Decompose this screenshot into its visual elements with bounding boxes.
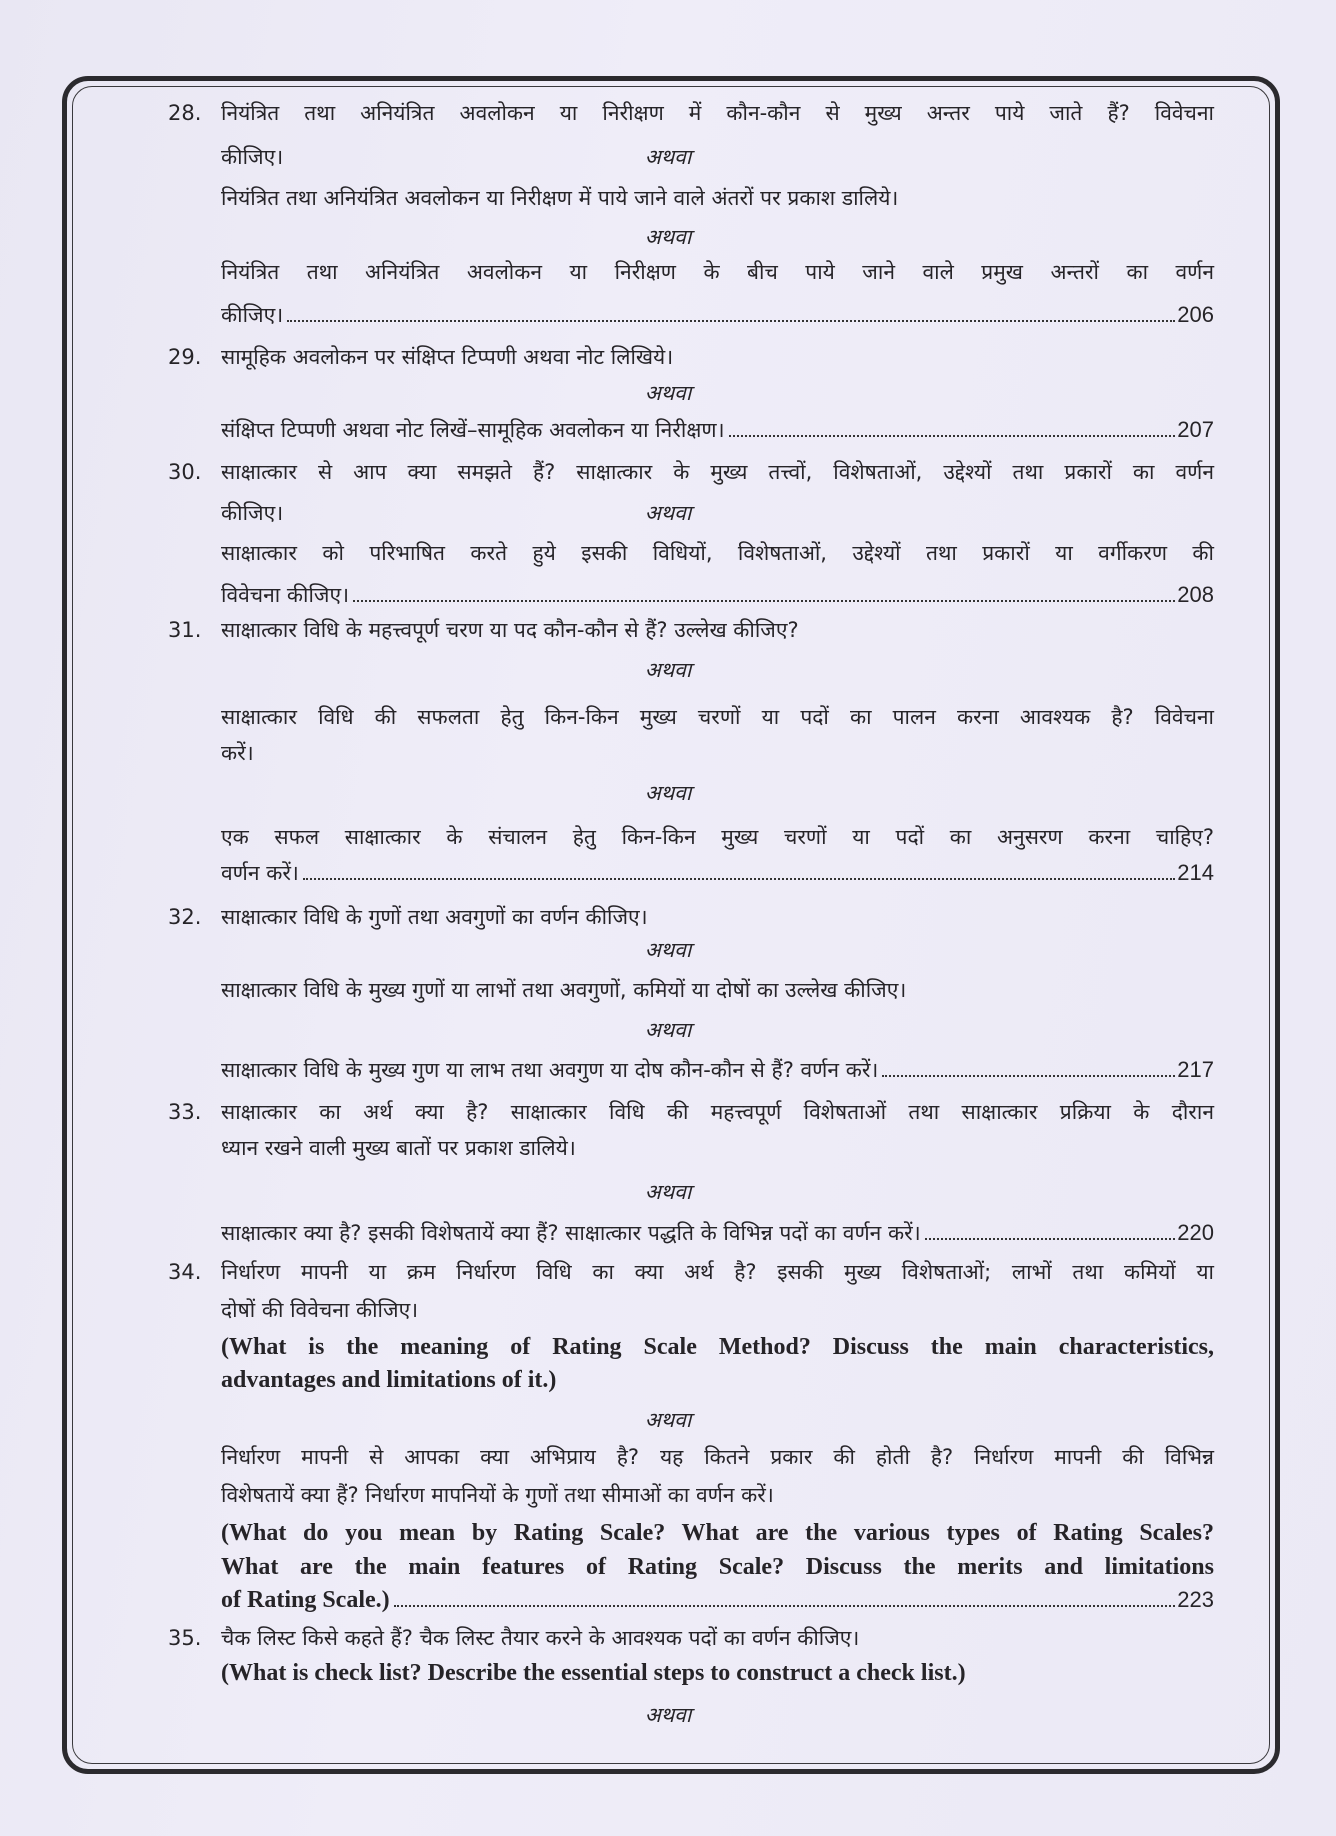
leader-dots <box>729 434 1176 437</box>
athva-separator: अथवा <box>644 145 692 169</box>
athva-separator: अथवा <box>644 1408 692 1432</box>
leader-dots <box>882 1074 1175 1077</box>
page-number: 223 <box>1177 1587 1214 1612</box>
question-text <box>221 140 1214 174</box>
line-text: विशेषतायें क्या हैं? निर्धारण मापनियों के गुणों तथा सीमाओं का वर्णन करें। <box>221 1483 774 1507</box>
page-number: 220 <box>1177 1220 1214 1245</box>
question-text <box>221 1478 1214 1512</box>
line-text: साक्षात्कार विधि के गुणों तथा अवगुणों का वर्णन कीजिए। <box>221 905 648 929</box>
leader-dots <box>303 877 1175 880</box>
athva-separator: अथवा <box>644 1703 692 1727</box>
line-text: नियंत्रित तथा अनियंत्रित अवलोकन या निरीक्षण के बीच पाये जाने वाले प्रमुख अन्तरों का वर्णन <box>221 260 1214 284</box>
question-number: 31. <box>168 618 202 642</box>
page-number: 206 <box>1177 302 1214 327</box>
athva-separator: अथवा <box>644 1180 692 1204</box>
line-text: What are the main features of Rating Scale? Discuss the merits and limitations <box>221 1554 1214 1580</box>
question-text <box>221 1293 1214 1327</box>
question-text <box>221 340 1214 374</box>
question-number: 35. <box>168 1626 202 1650</box>
question-text <box>221 700 1214 734</box>
leader-dots <box>353 599 1175 602</box>
page-number: 217 <box>1177 1057 1214 1082</box>
question-text <box>221 1656 1214 1690</box>
question-text <box>221 1131 1214 1165</box>
line-text: चैक लिस्ट किसे कहते हैं? चैक लिस्ट तैयार करने के आवश्यक पदों का वर्णन कीजिए। <box>221 1626 860 1650</box>
leader-dots <box>394 1604 1176 1607</box>
question-text <box>221 1440 1214 1474</box>
athva-separator: अथवा <box>644 781 692 805</box>
question-text <box>221 613 1214 647</box>
question-text <box>221 1621 1214 1655</box>
line-text: कीजिए। <box>221 501 284 525</box>
question-text <box>221 900 1214 934</box>
athva-separator: अथवा <box>644 501 692 525</box>
question-number: 34. <box>168 1260 202 1284</box>
question-text <box>221 736 1214 770</box>
question-text <box>221 1363 1214 1397</box>
line-text: निर्धारण मापनी से आपका क्या अभिप्राय है? यह कितने प्रकार की होती है? निर्धारण मापनी की विभिन्न <box>221 1445 1214 1469</box>
line-text: निर्धारण मापनी या क्रम निर्धारण विधि का क्या अर्थ है? इसकी मुख्य विशेषताओं; लाभों तथा कमियों या <box>221 1260 1214 1284</box>
toc-entry <box>221 298 1214 332</box>
question-number: 29. <box>168 345 202 369</box>
line-text: साक्षात्कार विधि के मुख्य गुण या लाभ तथा अवगुण या दोष कौन-कौन से हैं? वर्णन करें। <box>221 1058 879 1082</box>
athva-separator: अथवा <box>644 658 692 682</box>
line-text: साक्षात्कार क्या है? इसकी विशेषतायें क्या हैं? साक्षात्कार पद्धति के विभिन्न पदों का वर्णन करें। <box>221 1221 921 1245</box>
page-number: 214 <box>1177 860 1214 885</box>
question-text <box>221 496 1214 530</box>
line-text: कीजिए। <box>221 303 284 327</box>
toc-entry <box>221 413 1214 447</box>
leader-dots <box>287 319 1175 322</box>
page-number: 207 <box>1177 417 1214 442</box>
line-text: संक्षिप्त टिप्पणी अथवा नोट लिखें–सामूहिक अवलोकन या निरीक्षण। <box>221 418 725 442</box>
question-number: 33. <box>168 1100 202 1124</box>
question-text <box>221 820 1214 854</box>
question-text <box>221 973 1214 1007</box>
question-text <box>221 1255 1214 1289</box>
toc-entry <box>221 1216 1214 1250</box>
athva-separator: अथवा <box>644 225 692 249</box>
question-number: 28. <box>168 101 202 125</box>
question-text <box>221 96 1214 130</box>
question-text <box>221 1330 1214 1364</box>
question-number: 30. <box>168 460 202 484</box>
toc-entry <box>221 578 1214 612</box>
page-number: 208 <box>1177 582 1214 607</box>
line-text: कीजिए। <box>221 145 284 169</box>
line-text: वर्णन करें। <box>221 861 299 885</box>
line-text: (What do you mean by Rating Scale? What are the various types of Rating Scales? <box>221 1520 1214 1546</box>
toc-entry <box>221 856 1214 890</box>
question-text <box>221 455 1214 489</box>
line-text: साक्षात्कार विधि की सफलता हेतु किन-किन मुख्य चरणों या पदों का पालन करना आवश्यक है? विवेचना <box>221 705 1214 729</box>
athva-separator: अथवा <box>644 381 692 405</box>
line-text: दोषों की विवेचना कीजिए। <box>221 1298 419 1322</box>
toc-entry <box>221 1053 1214 1087</box>
question-text <box>221 255 1214 289</box>
line-text: नियंत्रित तथा अनियंत्रित अवलोकन या निरीक्षण में पाये जाने वाले अंतरों पर प्रकाश डालिये। <box>221 186 899 210</box>
question-text <box>221 536 1214 570</box>
leader-dots <box>925 1237 1176 1240</box>
question-text <box>221 1516 1214 1550</box>
line-text: advantages and limitations of it.) <box>221 1367 557 1393</box>
question-text <box>221 1095 1214 1129</box>
toc-entry <box>221 1583 1214 1617</box>
question-text <box>221 181 1214 215</box>
line-text: (What is check list? Describe the essential steps to construct a check list.) <box>221 1660 966 1686</box>
athva-separator: अथवा <box>644 938 692 962</box>
line-text: साक्षात्कार विधि के महत्त्वपूर्ण चरण या पद कौन-कौन से हैं? उल्लेख कीजिए? <box>221 618 799 642</box>
line-text: of Rating Scale.) <box>221 1587 390 1613</box>
line-text: साक्षात्कार विधि के मुख्य गुणों या लाभों तथा अवगुणों, कमियों या दोषों का उल्लेख कीजिए। <box>221 978 907 1002</box>
line-text: करें। <box>221 741 254 765</box>
question-text <box>221 1550 1214 1584</box>
athva-separator: अथवा <box>644 1018 692 1042</box>
line-text: साक्षात्कार को परिभाषित करते हुये इसकी विधियों, विशेषताओं, उद्देश्यों तथा प्रकारों या वर्गीकरण की <box>221 541 1214 565</box>
line-text: विवेचना कीजिए। <box>221 583 350 607</box>
line-text: साक्षात्कार का अर्थ क्या है? साक्षात्कार विधि की महत्त्वपूर्ण विशेषताओं तथा साक्षात्कार प्रक्रिया के दौरान <box>221 1100 1214 1124</box>
question-number: 32. <box>168 905 202 929</box>
line-text: नियंत्रित तथा अनियंत्रित अवलोकन या निरीक्षण में कौन-कौन से मुख्य अन्तर पाये जाते हैं? विवेचना <box>221 101 1214 125</box>
line-text: सामूहिक अवलोकन पर संक्षिप्त टिप्पणी अथवा नोट लिखिये। <box>221 345 674 369</box>
line-text: एक सफल साक्षात्कार के संचालन हेतु किन-किन मुख्य चरणों या पदों का अनुसरण करना चाहिए? <box>221 825 1214 849</box>
line-text: ध्यान रखने वाली मुख्य बातों पर प्रकाश डालिये। <box>221 1136 576 1160</box>
line-text: (What is the meaning of Rating Scale Method? Discuss the main characteristics, <box>221 1334 1214 1360</box>
line-text: साक्षात्कार से आप क्या समझते हैं? साक्षात्कार के मुख्य तत्त्वों, विशेषताओं, उद्देश्यों तथा प्रकारों का वर्णन <box>221 460 1214 484</box>
